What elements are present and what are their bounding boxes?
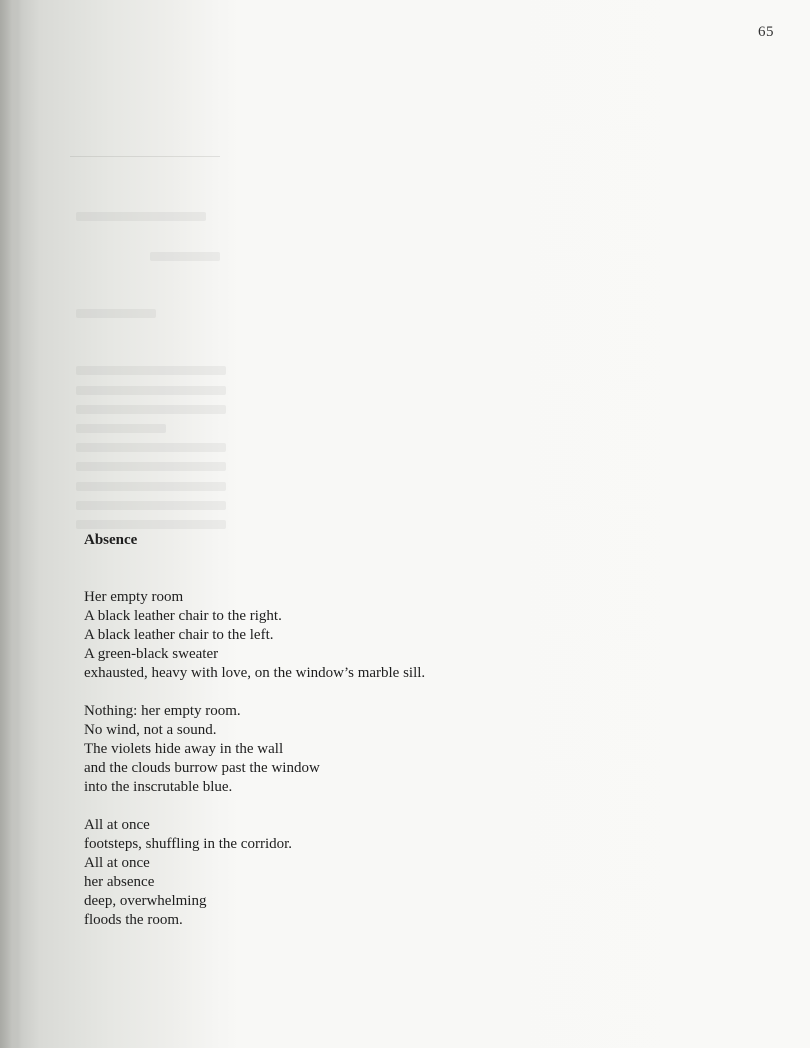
show-through-line — [150, 252, 220, 261]
stanza — [84, 588, 704, 683]
spine-shadow — [0, 0, 22, 1048]
poem-line: The violets hide away in the wall — [84, 741, 284, 757]
poem-title: Absence — [84, 532, 138, 548]
poem-line: her absence — [84, 874, 155, 890]
poem-line: floods the room. — [84, 912, 183, 928]
poem-line: A black leather chair to the left. — [84, 627, 274, 643]
poem-line: All at once — [84, 817, 150, 833]
show-through-line — [76, 212, 206, 221]
poem-line: A black leather chair to the right. — [84, 608, 282, 624]
page-number: 65 — [758, 24, 774, 40]
poem-line: Her empty room — [84, 589, 184, 605]
show-through-line — [76, 366, 226, 375]
show-through-line — [76, 443, 226, 452]
poem-line: All at once — [84, 855, 150, 871]
poem-line: and the clouds burrow past the window — [84, 760, 320, 776]
poem-line: into the inscrutable blue. — [84, 779, 233, 795]
show-through-line — [76, 386, 226, 395]
poem-line: footsteps, shuffling in the corridor. — [84, 836, 293, 852]
stanza — [84, 702, 704, 797]
show-through-line — [76, 482, 226, 491]
poem-line: exhausted, heavy with love, on the window’s marble sill. — [84, 665, 426, 681]
show-through-line — [76, 424, 166, 433]
poem — [84, 530, 704, 930]
show-through-line — [76, 405, 226, 414]
poem-line: Nothing: her empty room. — [84, 703, 241, 719]
show-through-line — [76, 309, 156, 318]
poem-line: A green-black sweater — [84, 646, 219, 662]
show-through-line — [76, 501, 226, 510]
show-through-line — [76, 462, 226, 471]
show-through-rule — [70, 156, 220, 157]
poem-line: deep, overwhelming — [84, 893, 207, 909]
stanza — [84, 816, 704, 930]
poem-line: No wind, not a sound. — [84, 722, 217, 738]
show-through-line — [76, 520, 226, 529]
